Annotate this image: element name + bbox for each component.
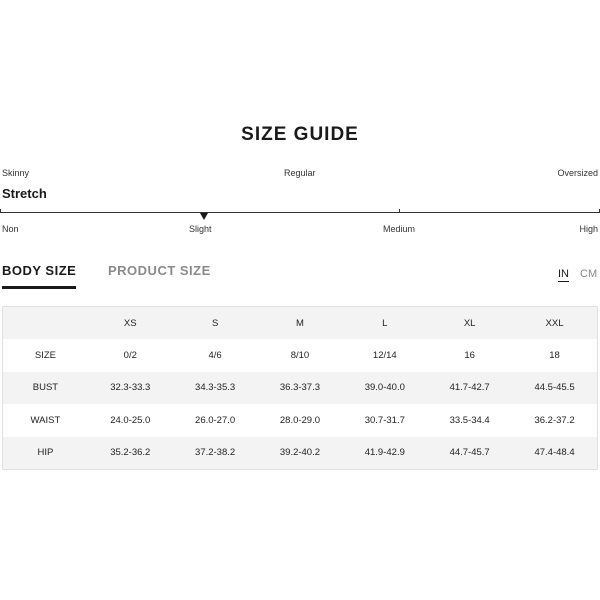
table-header-cell: XXL [512, 307, 597, 339]
stretch-label-slight: Slight [189, 224, 212, 234]
table-header-cell: S [173, 307, 258, 339]
table-cell: 28.0-29.0 [258, 404, 343, 436]
stretch-heading: Stretch [2, 186, 47, 201]
tab-product-size[interactable]: PRODUCT SIZE [108, 263, 211, 278]
table-row [3, 404, 597, 436]
row-label: BUST [3, 372, 88, 404]
stretch-tick-medium [399, 209, 400, 213]
table-cell: 44.5-45.5 [512, 372, 597, 404]
table-cell: 30.7-31.7 [342, 404, 427, 436]
fit-scale-labels [0, 168, 600, 180]
stretch-scale-line [0, 212, 600, 213]
table-cell: 34.3-35.3 [173, 372, 258, 404]
table-row [3, 372, 597, 404]
stretch-label-medium: Medium [383, 224, 416, 234]
table-cell: 16 [427, 339, 512, 371]
table-header-cell [3, 307, 88, 339]
stretch-tick-non [0, 209, 1, 213]
unit-toggle-cm[interactable]: CM [580, 268, 598, 280]
table-header-cell: XS [88, 307, 173, 339]
row-label: HIP [3, 437, 88, 469]
tab-body-size[interactable]: BODY SIZE [2, 263, 76, 289]
fit-label-oversized: Oversized [557, 168, 598, 178]
table-cell: 33.5-34.4 [427, 404, 512, 436]
row-label: WAIST [3, 404, 88, 436]
table-cell: 4/6 [173, 339, 258, 371]
table-cell: 39.0-40.0 [342, 372, 427, 404]
table-cell: 32.3-33.3 [88, 372, 173, 404]
table-cell: 36.2-37.2 [512, 404, 597, 436]
table-cell: 44.7-45.7 [427, 437, 512, 469]
table-header-row [3, 307, 597, 339]
table-header-cell: L [342, 307, 427, 339]
table-cell: 18 [512, 339, 597, 371]
table-cell: 41.9-42.9 [342, 437, 427, 469]
table-cell: 26.0-27.0 [173, 404, 258, 436]
stretch-label-non: Non [2, 224, 19, 234]
table-row [3, 339, 597, 371]
fit-label-skinny: Skinny [2, 168, 30, 178]
unit-toggle-in[interactable]: IN [558, 268, 569, 280]
table-cell: 37.2-38.2 [173, 437, 258, 469]
table-cell: 36.3-37.3 [258, 372, 343, 404]
table-cell: 41.7-42.7 [427, 372, 512, 404]
table-cell: 47.4-48.4 [512, 437, 597, 469]
table-cell: 12/14 [342, 339, 427, 371]
stretch-scale-labels [0, 224, 600, 236]
table-cell: 24.0-25.0 [88, 404, 173, 436]
table-row [3, 437, 597, 469]
table-cell: 35.2-36.2 [88, 437, 173, 469]
table-cell: 0/2 [88, 339, 173, 371]
size-table [2, 306, 598, 470]
page-title: SIZE GUIDE [241, 124, 359, 145]
table-cell: 8/10 [258, 339, 343, 371]
table-header-cell: XL [427, 307, 512, 339]
table-cell: 39.2-40.2 [258, 437, 343, 469]
table-header-cell: M [258, 307, 343, 339]
stretch-label-high: High [579, 224, 598, 234]
stretch-indicator-icon [200, 213, 208, 220]
fit-label-regular: Regular [284, 168, 316, 178]
row-label: SIZE [3, 339, 88, 371]
